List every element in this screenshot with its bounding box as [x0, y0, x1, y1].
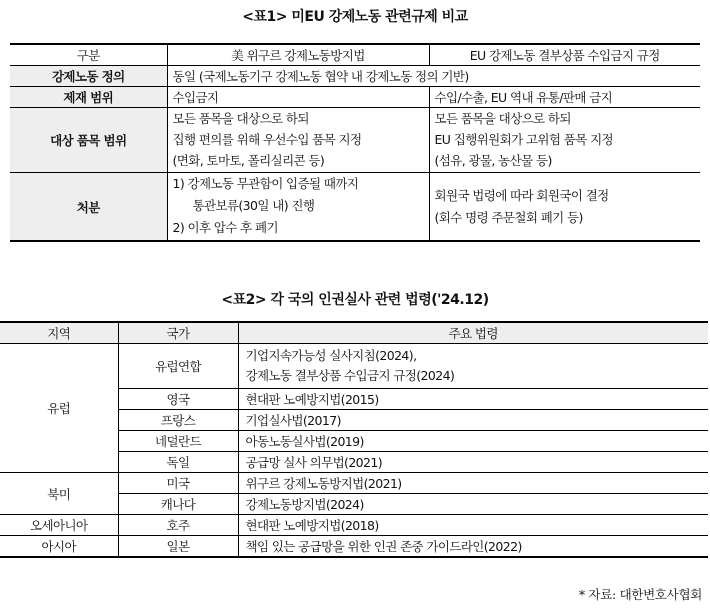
table2-title: <표2> 각 국의 인권실사 관련 법령('24.12): [221, 292, 489, 308]
due-diligence-laws-table: [0, 321, 708, 558]
table2-header-row: [0, 322, 708, 344]
table-row: [0, 473, 708, 494]
region-oceania: 오세아니아: [0, 515, 118, 536]
country-cell: 유럽연합: [118, 344, 238, 389]
table1-header-row: [10, 44, 700, 66]
item-range-label: 대상 품목 범위: [10, 108, 167, 173]
country-cell: 캐나다: [118, 494, 238, 515]
item-range-eu: [429, 108, 700, 173]
penalty-us-line: 1) 강제노동 무관함이 입증될 때까지: [172, 176, 359, 191]
law-cell: 위구르 강제노동방지법(2021): [238, 473, 708, 494]
regulation-comparison-table: [10, 43, 700, 242]
definition-label: 강제노동 정의: [10, 66, 167, 87]
country-cell: 독일: [118, 452, 238, 473]
table-row: [0, 344, 708, 389]
country-cell: 호주: [118, 515, 238, 536]
table1-title: <표1> 미EU 강제노동 관련규제 비교: [242, 9, 468, 25]
penalty-row: [10, 173, 700, 242]
law-cell: 현대판 노예방지법(2018): [238, 515, 708, 536]
scope-label: 제재 범위: [10, 87, 167, 108]
item-range-us: [167, 108, 429, 173]
header-laws: 주요 법령: [238, 322, 708, 344]
region-asia: 아시아: [0, 536, 118, 558]
scope-eu: 수입/수출, EU 역내 유통/판매 금지: [429, 87, 700, 108]
law-line: 기업지속가능성 실사지침(2024),: [245, 348, 417, 363]
item-range-us-line: (면화, 토마토, 폴리실리콘 등): [172, 153, 325, 168]
law-cell: 아동노동실사법(2019): [238, 431, 708, 452]
law-cell: 책임 있는 공급망을 위한 인권 존중 가이드라인(2022): [238, 536, 708, 558]
country-cell: 네덜란드: [118, 431, 238, 452]
definition-value: 동일 (국제노동기구 강제노동 협약 내 강제노동 정의 기반): [167, 66, 700, 87]
penalty-label: 처분: [10, 173, 167, 242]
table-row: [0, 536, 708, 558]
item-range-us-line: 모든 품목을 대상으로 하되: [172, 111, 309, 126]
header-category: 구분: [10, 44, 167, 66]
penalty-us: [167, 173, 429, 242]
penalty-eu: [429, 173, 700, 242]
law-cell: 현대판 노예방지법(2015): [238, 389, 708, 410]
item-range-row: [10, 108, 700, 173]
item-range-eu-line: (섬유, 광물, 농산물 등): [434, 153, 552, 168]
penalty-us-line: 2) 이후 압수 후 폐기: [172, 220, 278, 235]
penalty-eu-line: 회원국 법령에 따라 회원국이 결정: [434, 187, 609, 203]
item-range-eu-line: EU 집행위원회가 고위험 품목 지정: [434, 132, 614, 147]
penalty-us-line: 통관보류(30일 내) 진행: [192, 198, 315, 213]
header-country: 국가: [118, 322, 238, 344]
law-cell: 기업실사법(2017): [238, 410, 708, 431]
header-region: 지역: [0, 322, 118, 344]
scope-us: 수입금지: [167, 87, 429, 108]
source-note: * 자료: 대한변호사협회: [578, 587, 702, 602]
law-cell: 강제노동방지법(2024): [238, 494, 708, 515]
country-cell: 영국: [118, 389, 238, 410]
header-us-law: 美 위구르 강제노동방지법: [167, 44, 429, 66]
law-line: 강제노동 결부상품 수입금지 규정(2024): [245, 368, 455, 383]
table-row: [0, 515, 708, 536]
country-cell: 프랑스: [118, 410, 238, 431]
item-range-us-line: 집행 편의를 위해 우선수입 품목 지정: [172, 132, 362, 147]
item-range-eu-line: 모든 품목을 대상으로 하되: [434, 111, 571, 126]
penalty-eu-line: (회수 명령 주문철회 폐기 등): [434, 209, 583, 225]
scope-row: [10, 87, 700, 108]
country-cell: 미국: [118, 473, 238, 494]
region-europe: 유럽: [0, 344, 118, 473]
header-eu-law: EU 강제노동 결부상품 수입금지 규정: [429, 44, 700, 66]
definition-row: [10, 66, 700, 87]
law-cell: 공급망 실사 의무법(2021): [238, 452, 708, 473]
country-cell: 일본: [118, 536, 238, 558]
region-north-america: 북미: [0, 473, 118, 515]
law-cell: [238, 344, 708, 389]
